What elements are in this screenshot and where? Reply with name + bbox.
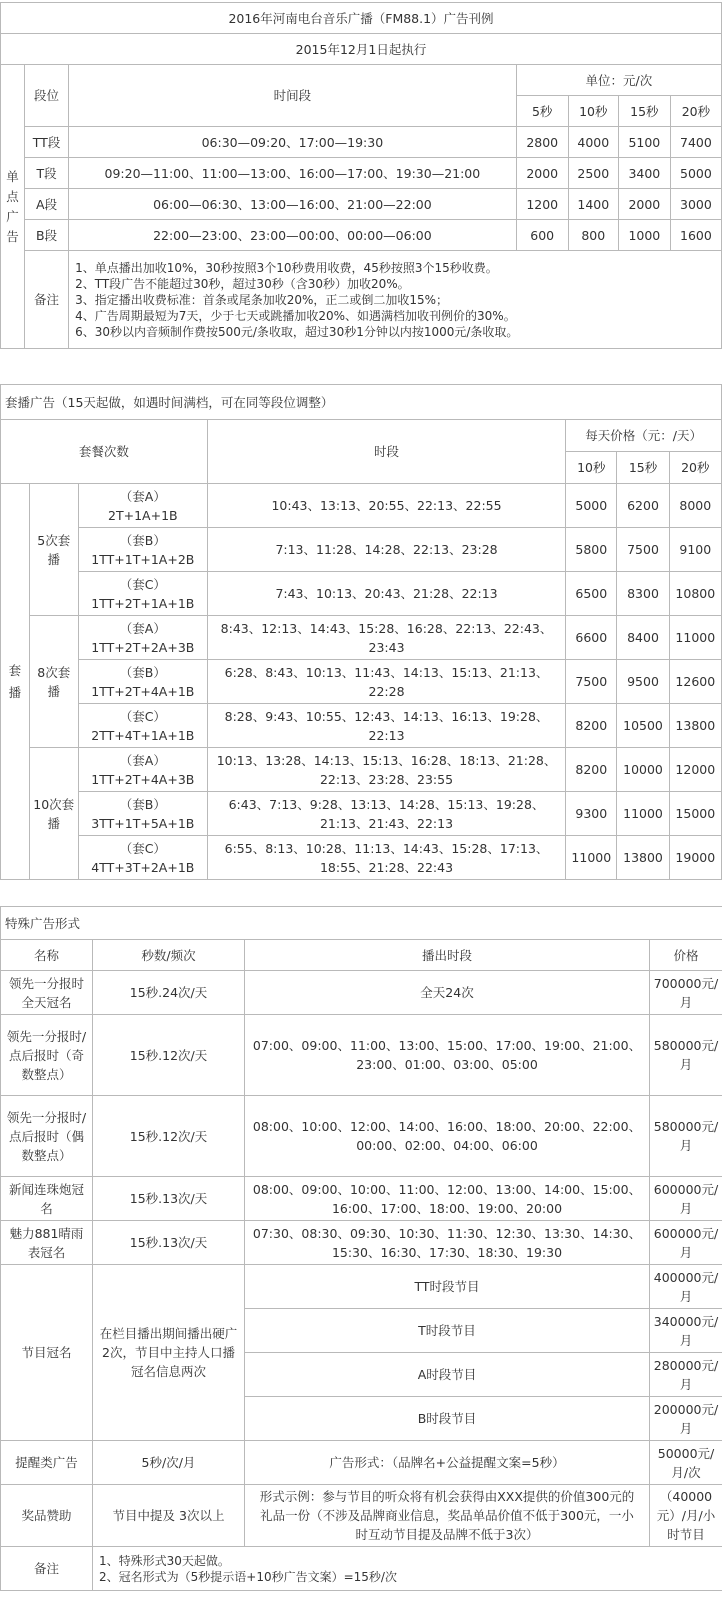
single-spot-side-label <box>1 65 25 349</box>
package-combo: 1TT+2T+1A+1B <box>91 595 195 611</box>
table-row <box>1 1221 722 1265</box>
frequency-cell: 15秒.12次/天 <box>93 1015 245 1096</box>
price-cell: 7500 <box>566 660 617 704</box>
header-time: 时间段 <box>69 65 517 127</box>
name-cell: 新闻连珠炮冠名 <box>1 1177 93 1221</box>
time-cell: 22:00—23:00、23:00—00:00、00:00—06:00 <box>69 220 517 251</box>
times-cell: 6:55、8:13、10:28、11:13、14:43、15:28、17:13、18:55、21:28、22:43 <box>207 836 565 880</box>
price-cell: 1400 <box>568 189 618 220</box>
table-row <box>1 220 722 251</box>
package-table <box>0 384 722 880</box>
table-row <box>1 1096 722 1177</box>
air-times-cell: 08:00、09:00、10:00、11:00、12:00、13:00、14:00、15:00、16:00、17:00、18:00、19:00、20:00 <box>245 1177 650 1221</box>
name-cell: 领先一分报时全天冠名 <box>1 971 93 1015</box>
price-cell: 2500 <box>568 158 618 189</box>
price-cell: 11000 <box>617 792 669 836</box>
group-label: 10次套播 <box>29 748 78 880</box>
segment-cell: T段 <box>25 158 69 189</box>
package-title: 套播广告（15天起做，如遇时间满档，可在同等段位调整） <box>1 385 722 420</box>
air-times-cell: B时段节目 <box>245 1397 650 1441</box>
price-cell: 9500 <box>617 660 669 704</box>
times-cell: 7:13、11:28、14:28、22:13、23:28 <box>207 528 565 572</box>
price-cell: 8200 <box>566 748 617 792</box>
package-side-label <box>1 484 30 880</box>
header-name: 名称 <box>1 940 93 971</box>
price-cell: 580000元/月 <box>650 1015 722 1096</box>
special-title: 特殊广告形式 <box>1 907 722 940</box>
single-spot-table <box>0 2 722 349</box>
package-name: （套B） <box>119 796 166 812</box>
package-combo: 1TT+2T+2A+3B <box>91 639 195 655</box>
air-times-cell: A时段节目 <box>245 1353 650 1397</box>
notes-cell <box>69 251 722 349</box>
price-cell: 8300 <box>617 572 669 616</box>
price-cell: 2000 <box>618 189 670 220</box>
price-cell: 3400 <box>618 158 670 189</box>
price-cell: 1600 <box>670 220 721 251</box>
price-cell: 12600 <box>669 660 721 704</box>
price-cell: 10000 <box>617 748 669 792</box>
header-price: 价格 <box>650 940 722 971</box>
notes-cell <box>93 1547 722 1591</box>
price-cell: 11000 <box>669 616 721 660</box>
price-cell: 11000 <box>566 836 617 880</box>
price-cell: 1000 <box>618 220 670 251</box>
price-cell: 4000 <box>568 127 618 158</box>
price-cell: 2800 <box>516 127 568 158</box>
table-row <box>1 1265 722 1309</box>
program-name-cell: 节目冠名 <box>1 1265 93 1441</box>
table-row <box>1 528 722 572</box>
header-duration: 20秒 <box>670 96 721 127</box>
header-duration: 15秒 <box>618 96 670 127</box>
frequency-cell: 15秒.13次/天 <box>93 1221 245 1265</box>
package-name: （套C） <box>119 576 166 592</box>
package-cell <box>78 704 207 748</box>
table-row <box>1 792 722 836</box>
air-times-cell: 形式示例：参与节目的听众将有机会获得由XXX提供的价值300元的礼品一份（不涉及品牌商业信息，奖品单品价值不低于300元，一小时互动节目提及品牌不低于3次） <box>245 1485 650 1547</box>
header-times: 时段 <box>207 420 565 484</box>
header-duration: 20秒 <box>669 452 721 484</box>
price-cell: 8200 <box>566 704 617 748</box>
frequency-cell: 节目中提及 3次以上 <box>93 1485 245 1547</box>
price-cell: 7500 <box>617 528 669 572</box>
price-cell: 600000元/月 <box>650 1177 722 1221</box>
package-combo: 2TT+4T+1A+1B <box>91 727 195 743</box>
header-duration: 10秒 <box>568 96 618 127</box>
time-cell: 09:20—11:00、11:00—13:00、16:00—17:00、19:30—21:00 <box>69 158 517 189</box>
header-package: 套餐次数 <box>1 420 208 484</box>
table-row <box>1 616 722 660</box>
price-cell: 13800 <box>617 836 669 880</box>
package-combo: 2T+1A+1B <box>108 507 178 523</box>
package-label-text: 套播 <box>8 662 22 700</box>
package-name: （套B） <box>119 664 166 680</box>
header-duration: 15秒 <box>617 452 669 484</box>
price-cell: 50000元/月/次 <box>650 1441 722 1485</box>
table-row <box>1 1485 722 1547</box>
name-cell: 领先一分报时/点后报时（偶数整点） <box>1 1096 93 1177</box>
package-section <box>0 384 722 880</box>
price-cell: 6600 <box>566 616 617 660</box>
price-cell: 8400 <box>617 616 669 660</box>
package-cell <box>78 616 207 660</box>
price-cell: 15000 <box>669 792 721 836</box>
note-line: 2、TT段广告不能超过30秒，超过30秒（含30秒）加收20%。 <box>75 276 410 291</box>
note-line: 6、30秒以内音频制作费按500元/条收取，超过30秒1分钟以内按1000元/条收取。 <box>75 324 519 339</box>
special-section <box>0 906 722 1591</box>
notes-label: 备注 <box>1 1547 93 1591</box>
price-cell: （40000元）/月/小时节目 <box>650 1485 722 1547</box>
times-cell: 10:43、13:13、20:55、22:13、22:55 <box>207 484 565 528</box>
frequency-cell: 15秒.12次/天 <box>93 1096 245 1177</box>
header-duration: 10秒 <box>566 452 617 484</box>
price-cell: 200000元/月 <box>650 1397 722 1441</box>
price-cell: 8000 <box>669 484 721 528</box>
rate-card-title: 2016年河南电台音乐广播（FM88.1）广告刊例 <box>1 3 722 34</box>
note-line: 1、单点播出加收10%，30秒按照3个10秒费用收费，45秒按照3个15秒收费。 <box>75 260 498 275</box>
package-name: （套B） <box>119 532 166 548</box>
special-table <box>0 906 722 1591</box>
table-row <box>1 484 722 528</box>
table-row <box>1 1015 722 1096</box>
frequency-cell: 15秒.24次/天 <box>93 971 245 1015</box>
package-cell <box>78 660 207 704</box>
header-daily-price: 每天价格（元：/天） <box>566 420 722 452</box>
package-cell <box>78 572 207 616</box>
price-cell: 9100 <box>669 528 721 572</box>
table-row <box>1 836 722 880</box>
price-cell: 2000 <box>516 158 568 189</box>
times-cell: 6:28、8:43、10:13、11:43、14:13、15:13、21:13、22:28 <box>207 660 565 704</box>
group-label: 8次套播 <box>29 616 78 748</box>
program-frequency-cell: 在栏目播出期间播出硬广2次，节目中主持人口播冠名信息两次 <box>93 1265 245 1441</box>
air-times-cell: 08:00、10:00、12:00、14:00、16:00、18:00、20:00、22:00、00:00、02:00、04:00、06:00 <box>245 1096 650 1177</box>
notes-label: 备注 <box>25 251 69 349</box>
air-times-cell: 07:30、08:30、09:30、10:30、11:30、12:30、13:30、14:30、15:30、16:30、17:30、18:30、19:30 <box>245 1221 650 1265</box>
frequency-cell: 15秒.13次/天 <box>93 1177 245 1221</box>
price-cell: 5800 <box>566 528 617 572</box>
price-cell: 700000元/月 <box>650 971 722 1015</box>
price-cell: 6200 <box>617 484 669 528</box>
package-combo: 4TT+3T+2A+1B <box>91 859 195 875</box>
package-name: （套C） <box>119 840 166 856</box>
price-cell: 3000 <box>670 189 721 220</box>
table-row <box>1 971 722 1015</box>
price-cell: 6500 <box>566 572 617 616</box>
table-row <box>1 660 722 704</box>
price-cell: 10800 <box>669 572 721 616</box>
name-cell: 提醒类广告 <box>1 1441 93 1485</box>
package-cell <box>78 528 207 572</box>
package-cell <box>78 792 207 836</box>
table-row <box>1 127 722 158</box>
price-cell: 5100 <box>618 127 670 158</box>
times-cell: 10:13、13:28、14:13、15:13、16:28、18:13、21:28、22:13、23:28、23:55 <box>207 748 565 792</box>
price-cell: 600000元/月 <box>650 1221 722 1265</box>
package-name: （套A） <box>119 620 166 636</box>
times-cell: 8:28、9:43、10:55、12:43、14:13、16:13、19:28、22:13 <box>207 704 565 748</box>
price-cell: 13800 <box>669 704 721 748</box>
price-cell: 800 <box>568 220 618 251</box>
package-name: （套C） <box>119 708 166 724</box>
note-line: 2、冠名形式为（5秒提示语+10秒广告文案）=15秒/次 <box>99 1569 397 1584</box>
name-cell: 领先一分报时/点后报时（奇数整点） <box>1 1015 93 1096</box>
price-cell: 280000元/月 <box>650 1353 722 1397</box>
single-spot-section <box>0 2 722 349</box>
table-row <box>1 572 722 616</box>
time-cell: 06:00—06:30、13:00—16:00、21:00—22:00 <box>69 189 517 220</box>
name-cell: 魅力881晴雨表冠名 <box>1 1221 93 1265</box>
price-cell: 1200 <box>516 189 568 220</box>
price-cell: 9300 <box>566 792 617 836</box>
package-cell <box>78 484 207 528</box>
header-duration: 5秒 <box>516 96 568 127</box>
air-times-cell: 广告形式：（品牌名+公益提醒文案=5秒） <box>245 1441 650 1485</box>
package-name: （套A） <box>119 752 166 768</box>
note-line: 1、特殊形式30天起做。 <box>99 1553 230 1568</box>
table-row <box>1 158 722 189</box>
header-segment: 段位 <box>25 65 69 127</box>
segment-cell: B段 <box>25 220 69 251</box>
package-cell <box>78 836 207 880</box>
air-times-cell: 全天24次 <box>245 971 650 1015</box>
times-cell: 6:43、7:13、9:28、13:13、14:28、15:13、19:28、21:13、21:43、22:13 <box>207 792 565 836</box>
frequency-cell: 5秒/次/月 <box>93 1441 245 1485</box>
package-combo: 1TT+2T+4A+3B <box>91 771 195 787</box>
note-line: 4、广告周期最短为7天，少于七天或跳播加收20%、如遇满档加收刊例价的30%。 <box>75 308 516 323</box>
header-unit: 单位：元/次 <box>516 65 721 96</box>
time-cell: 06:30—09:20、17:00—19:30 <box>69 127 517 158</box>
package-name: （套A） <box>119 488 166 504</box>
name-cell: 奖品赞助 <box>1 1485 93 1547</box>
effective-date: 2015年12月1日起执行 <box>1 34 722 65</box>
note-line: 3、指定播出收费标准：首条或尾条加收20%，正二或倒二加收15%； <box>75 292 449 307</box>
table-row <box>1 748 722 792</box>
air-times-cell: 07:00、09:00、11:00、13:00、15:00、17:00、19:00、21:00、23:00、01:00、03:00、05:00 <box>245 1015 650 1096</box>
price-cell: 5000 <box>566 484 617 528</box>
price-cell: 5000 <box>670 158 721 189</box>
package-combo: 1TT+1T+1A+2B <box>91 551 195 567</box>
table-row <box>1 189 722 220</box>
package-combo: 3TT+1T+5A+1B <box>91 815 195 831</box>
price-cell: 400000元/月 <box>650 1265 722 1309</box>
header-frequency: 秒数/频次 <box>93 940 245 971</box>
price-cell: 12000 <box>669 748 721 792</box>
segment-cell: TT段 <box>25 127 69 158</box>
segment-cell: A段 <box>25 189 69 220</box>
table-row <box>1 704 722 748</box>
price-cell: 19000 <box>669 836 721 880</box>
package-combo: 1TT+2T+4A+1B <box>91 683 195 699</box>
header-air-times: 播出时段 <box>245 940 650 971</box>
price-cell: 10500 <box>617 704 669 748</box>
price-cell: 580000元/月 <box>650 1096 722 1177</box>
air-times-cell: TT时段节目 <box>245 1265 650 1309</box>
price-cell: 340000元/月 <box>650 1309 722 1353</box>
single-spot-label-text: 单点广告 <box>6 168 19 244</box>
table-row <box>1 1441 722 1485</box>
price-cell: 7400 <box>670 127 721 158</box>
table-row <box>1 1177 722 1221</box>
group-label: 5次套播 <box>29 484 78 616</box>
air-times-cell: T时段节目 <box>245 1309 650 1353</box>
price-cell: 600 <box>516 220 568 251</box>
times-cell: 8:43、12:13、14:43、15:28、16:28、22:13、22:43、23:43 <box>207 616 565 660</box>
times-cell: 7:43、10:13、20:43、21:28、22:13 <box>207 572 565 616</box>
package-cell <box>78 748 207 792</box>
